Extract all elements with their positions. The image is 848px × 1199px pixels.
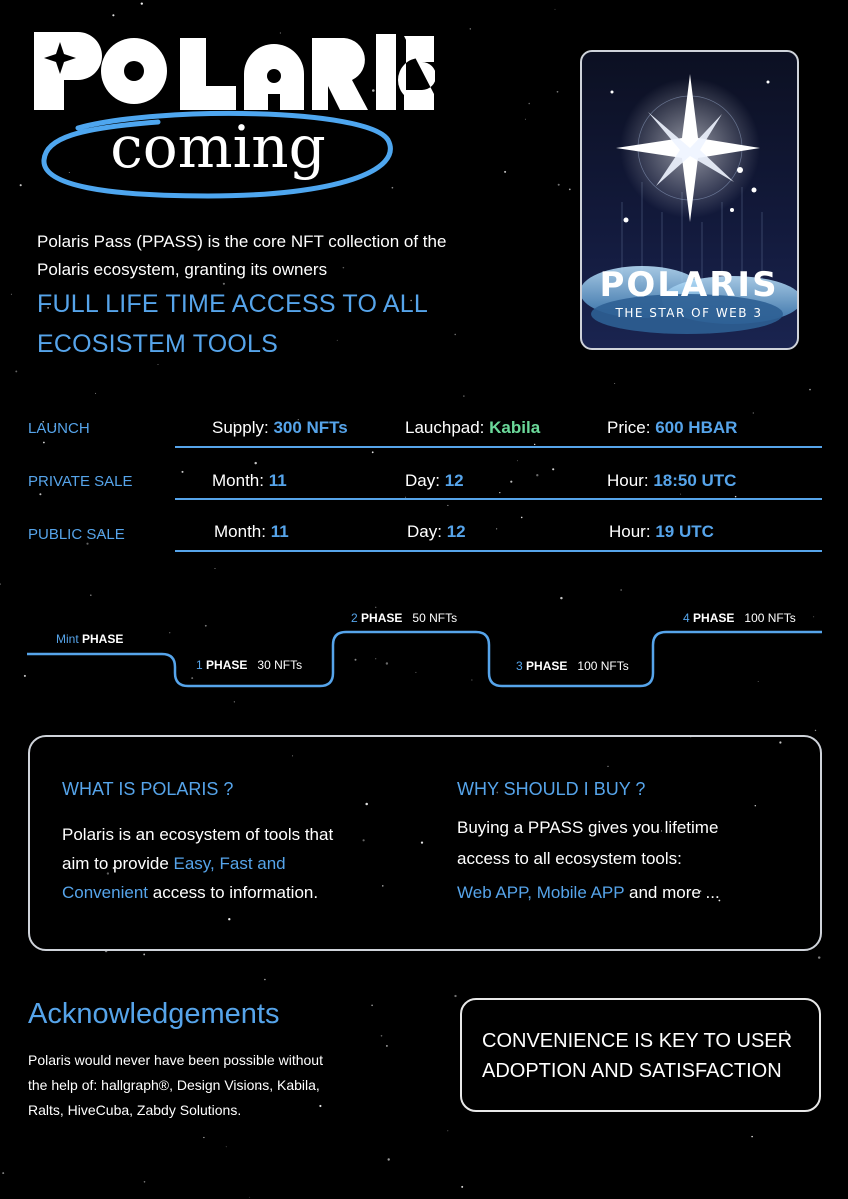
private-hour-cell: Hour: 18:50 UTC <box>607 471 737 490</box>
launchpad-cell: Lauchpad: Kabila <box>405 418 541 437</box>
star-dot <box>454 995 456 997</box>
price-value: 600 HBAR <box>655 418 738 437</box>
star-dot <box>818 956 820 958</box>
acknowledgements-body: Polaris would never have been possible without the help of: hallgraph®, Design Visions, Kabila, Ralts, HiveCuba, Zabdy Solutions. <box>28 1052 323 1118</box>
star-dot <box>614 383 615 384</box>
divider <box>175 550 822 552</box>
star-dot <box>525 119 526 120</box>
supply-value: 300 NFTs <box>273 418 348 437</box>
star-dot <box>461 1186 463 1188</box>
divider <box>175 498 822 500</box>
star-dot <box>158 364 159 365</box>
star-dot <box>528 103 530 105</box>
star-dot <box>215 568 216 569</box>
star-dot <box>112 14 114 16</box>
star-dot <box>751 1136 752 1137</box>
phase-4-label: 4 PHASE 100 NFTs <box>683 611 796 625</box>
star-dot <box>226 1146 227 1147</box>
mint-phase-label: Mint PHASE <box>56 632 124 646</box>
star-dot <box>534 444 535 445</box>
star-dot <box>536 474 538 476</box>
star-dot <box>0 583 1 585</box>
star-dot <box>557 91 559 93</box>
public-hour-cell: Hour: 19 UTC <box>609 522 714 541</box>
star-dot <box>372 451 374 453</box>
star-dot <box>517 460 518 461</box>
star-dot <box>203 1137 204 1138</box>
star-dot <box>470 28 471 29</box>
nft-card-image <box>580 50 799 350</box>
star-dot <box>499 492 500 493</box>
star-dot <box>15 370 17 372</box>
star-dot <box>552 468 554 470</box>
star-dot <box>753 412 754 413</box>
star-dot <box>463 396 464 397</box>
star-dot <box>496 528 497 529</box>
why-buy-body: Buying a PPASS gives you lifetime access to all ecosystem tools: Web APP, Mobile APP and more ... <box>457 818 720 902</box>
launch-label: LAUNCH <box>28 420 90 437</box>
intro-text: Polaris Pass (PPASS) is the core NFT collection of the Polaris ecosystem, granting its owners <box>37 232 447 279</box>
star-dot <box>388 1158 390 1160</box>
what-is-polaris-title: WHAT IS POLARIS ? <box>62 779 234 799</box>
star-dot <box>43 442 45 444</box>
public-day-cell: Day: 12 <box>407 522 466 541</box>
star-dot <box>264 979 266 981</box>
star-dot <box>521 517 523 519</box>
star-dot <box>381 1035 383 1037</box>
star-dot <box>680 494 681 495</box>
convenience-quote: CONVENIENCE IS KEY TO USER ADOPTION AND SATISFACTION <box>482 1030 793 1082</box>
private-month-cell: Month: 11 <box>212 471 287 490</box>
star-dot <box>181 471 183 473</box>
headline-line-2: ECOSISTEM TOOLS <box>37 330 279 358</box>
lifetime-access-headline <box>37 284 477 364</box>
phase-1-label: 1 PHASE 30 NFTs <box>196 658 303 672</box>
star-dot <box>144 1181 146 1183</box>
coming-badge <box>38 100 398 210</box>
supply-cell: Supply: 300 NFTs <box>212 418 348 437</box>
launchpad-value: Kabila <box>489 418 541 437</box>
coming-text: coming <box>110 113 326 181</box>
star-dot <box>39 493 41 495</box>
public-month-cell: Month: 11 <box>214 522 289 541</box>
phase-2-label: 2 PHASE 50 NFTs <box>351 611 458 625</box>
phase-3-label: 3 PHASE 100 NFTs <box>516 659 629 673</box>
star-dot <box>11 294 12 295</box>
star-dot <box>2 1172 4 1174</box>
card-brand: POLARIS <box>599 265 779 305</box>
star-dot <box>809 389 811 391</box>
star-dot <box>141 2 143 4</box>
acknowledgements-title: Acknowledgements <box>28 998 280 1030</box>
star-dot <box>620 589 621 590</box>
star-dot <box>371 1004 373 1006</box>
star-dot <box>143 953 145 955</box>
divider <box>175 446 822 448</box>
star-dot <box>249 1197 250 1198</box>
phase-step-line <box>27 632 822 686</box>
star-dot <box>447 505 448 506</box>
star-dot <box>815 730 816 731</box>
star-dot <box>20 184 22 186</box>
star-dot <box>558 184 560 186</box>
star-dot <box>386 1045 388 1047</box>
star-dot <box>555 9 556 10</box>
why-buy-title: WHY SHOULD I BUY ? <box>457 779 646 799</box>
what-is-polaris-body: Polaris is an ecosystem of tools that aim to provide Easy, Fast and Convenient access to information. <box>62 825 334 902</box>
price-cell: Price: 600 HBAR <box>607 418 738 437</box>
public-sale-label: PUBLIC SALE <box>28 526 125 543</box>
star-dot <box>510 481 512 483</box>
star-dot <box>95 393 96 394</box>
star-dot <box>569 189 571 191</box>
private-day-cell: Day: 12 <box>405 471 464 490</box>
star-dot <box>504 171 506 173</box>
star-dot <box>254 462 256 464</box>
headline-line-1: FULL LIFE TIME ACCESS TO ALL <box>37 290 428 318</box>
card-tagline: THE STAR OF WEB 3 <box>615 306 763 320</box>
star-dot <box>447 1130 448 1131</box>
private-sale-label: PRIVATE SALE <box>28 473 133 490</box>
